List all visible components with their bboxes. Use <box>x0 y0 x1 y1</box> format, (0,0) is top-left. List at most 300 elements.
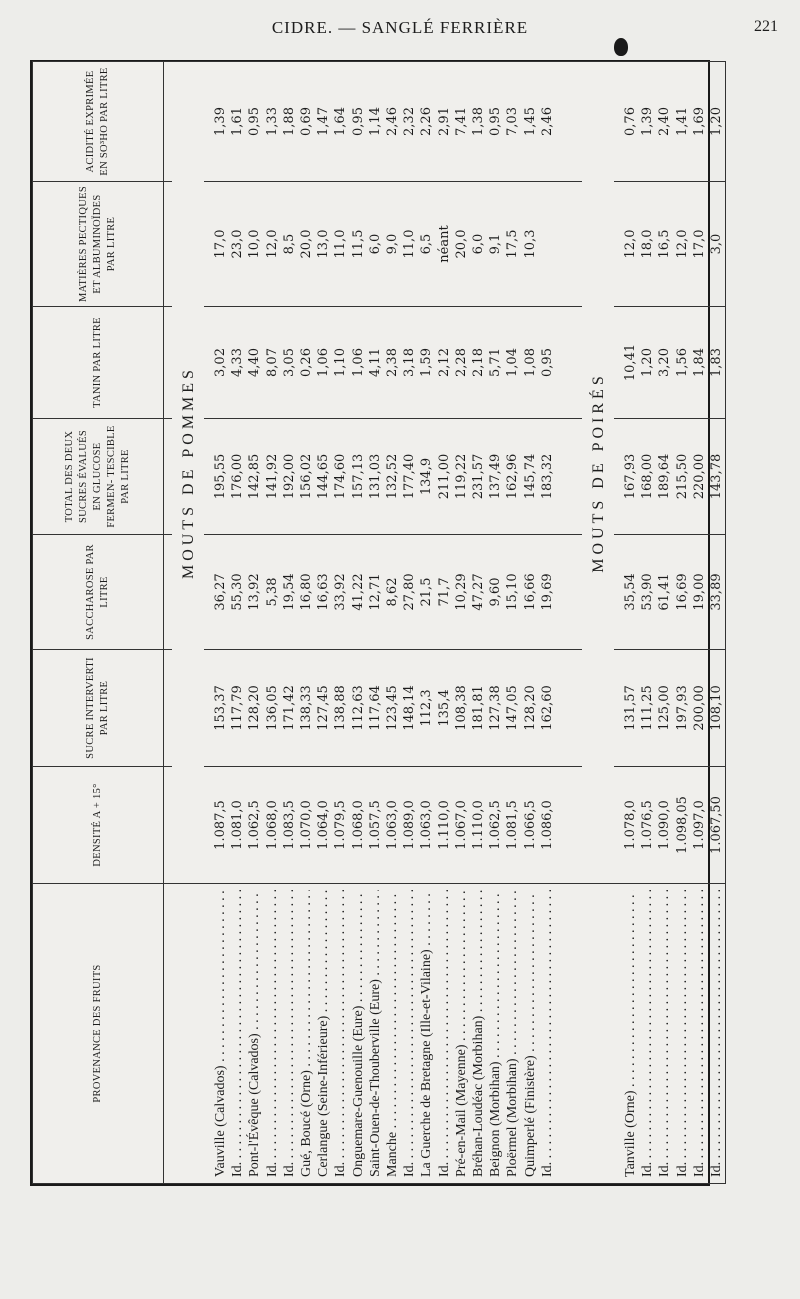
value-cell: 144,65 <box>315 419 332 535</box>
spacer-cell <box>614 650 622 767</box>
provenance-text: Id. <box>402 1161 418 1177</box>
value-cell: 111,25 <box>639 650 656 767</box>
table-row <box>367 62 384 1184</box>
value-cell: 108,38 <box>453 650 470 767</box>
value-cell: 9,1 <box>487 182 504 307</box>
value-cell: 125,00 <box>656 650 673 767</box>
spacer-cell <box>725 535 726 650</box>
value-cell: 10,29 <box>453 535 470 650</box>
spacer-cell <box>204 307 212 419</box>
table-row <box>487 62 504 1184</box>
value-cell: 10,0 <box>246 182 263 307</box>
value-cell: 0,76 <box>622 62 639 182</box>
table-row <box>504 62 521 1184</box>
value-cell: 134,9 <box>418 419 435 535</box>
value-cell: 162,60 <box>539 650 556 767</box>
provenance-cell <box>622 884 639 1184</box>
value-cell: 1.067,0 <box>453 767 470 884</box>
value-cell: 123,45 <box>384 650 401 767</box>
value-cell: 153,37 <box>212 650 229 767</box>
table-row <box>708 62 725 1184</box>
spacer-cell <box>614 182 622 307</box>
value-cell: 132,52 <box>384 419 401 535</box>
provenance-label <box>656 890 673 1177</box>
value-cell: 0,95 <box>350 62 367 182</box>
value-cell: 1,20 <box>639 307 656 419</box>
value-cell: 2,32 <box>401 62 418 182</box>
value-cell: 20,0 <box>453 182 470 307</box>
provenance-cell <box>674 884 691 1184</box>
provenance-label <box>504 890 521 1177</box>
value-cell: 21,5 <box>418 535 435 650</box>
value-cell: 1.068,0 <box>350 767 367 884</box>
value-cell: 1.066,5 <box>522 767 539 884</box>
value-cell: 1,06 <box>350 307 367 419</box>
spacer-cell <box>204 767 212 884</box>
value-cell: 1.081,0 <box>229 767 246 884</box>
spacer-cell <box>614 419 622 535</box>
table-row <box>418 62 435 1184</box>
value-cell: 16,69 <box>674 535 691 650</box>
value-cell: 131,03 <box>367 419 384 535</box>
value-cell: 2,91 <box>436 62 453 182</box>
value-cell: 2,38 <box>384 307 401 419</box>
col-header-provenance: PROVENANCE DES FRUITS <box>33 884 164 1184</box>
value-cell: 3,0 <box>708 182 725 307</box>
spacer-cell <box>556 419 582 535</box>
provenance-text: Id. <box>640 1161 656 1177</box>
table-body <box>164 62 726 1184</box>
value-cell: 135,4 <box>436 650 453 767</box>
value-cell: 16,80 <box>298 535 315 650</box>
value-cell: 1,47 <box>315 62 332 182</box>
table-row <box>622 62 639 1184</box>
provenance-text: Id. <box>657 1161 673 1177</box>
table-row <box>264 62 281 1184</box>
value-cell: 47,27 <box>470 535 487 650</box>
value-cell: 127,38 <box>487 650 504 767</box>
value-cell: 128,20 <box>246 650 263 767</box>
value-cell: 1.057,5 <box>367 767 384 884</box>
provenance-label <box>639 890 656 1177</box>
provenance-label <box>674 890 691 1177</box>
spacer-cell <box>556 767 582 884</box>
value-cell: 176,00 <box>229 419 246 535</box>
value-cell: 200,00 <box>691 650 708 767</box>
provenance-text: Quimperlé (Finistère) <box>522 1055 538 1177</box>
data-table-frame <box>30 60 725 1186</box>
value-cell: 20,0 <box>298 182 315 307</box>
value-cell: 128,20 <box>522 650 539 767</box>
spacer-cell <box>614 535 622 650</box>
provenance-label <box>539 890 556 1177</box>
value-cell: 143,78 <box>708 419 725 535</box>
provenance-label <box>522 890 539 1177</box>
spacer-cell <box>725 419 726 535</box>
value-cell: 5,38 <box>264 535 281 650</box>
value-cell: 9,60 <box>487 535 504 650</box>
value-cell: 3,20 <box>656 307 673 419</box>
spacer-cell <box>164 62 173 182</box>
value-cell: 1,33 <box>264 62 281 182</box>
table-row <box>384 62 401 1184</box>
table-row <box>470 62 487 1184</box>
spacer-cell <box>725 307 726 419</box>
col-header-saccharose: SACCHAROSE PAR LITRE <box>33 535 164 650</box>
value-cell: 11,5 <box>350 182 367 307</box>
col-header-densite: DENSITÉ A + 15° <box>33 767 164 884</box>
value-cell: 41,22 <box>350 535 367 650</box>
col-header-tanin: TANIN PAR LITRE <box>33 307 164 419</box>
provenance-text: Id. <box>539 1161 555 1177</box>
value-cell: 0,95 <box>539 307 556 419</box>
provenance-label <box>453 890 470 1177</box>
page-number: 221 <box>754 18 778 35</box>
value-cell: 1.110,0 <box>436 767 453 884</box>
value-cell: 136,05 <box>264 650 281 767</box>
value-cell: 1.086,0 <box>539 767 556 884</box>
value-cell: 5,71 <box>487 307 504 419</box>
spacer-row <box>556 62 582 1184</box>
value-cell: 141,92 <box>264 419 281 535</box>
table-row <box>315 62 332 1184</box>
value-cell: 17,0 <box>212 182 229 307</box>
value-cell: 27,80 <box>401 535 418 650</box>
provenance-label <box>246 890 263 1177</box>
spacer-cell <box>614 307 622 419</box>
value-cell: 1.067,50 <box>708 767 725 884</box>
table-row <box>229 62 246 1184</box>
value-cell: 1,45 <box>522 62 539 182</box>
provenance-label <box>691 890 708 1177</box>
value-cell: 11,0 <box>332 182 349 307</box>
provenance-text: Pont-l'Évêque (Calvados) <box>247 1033 263 1177</box>
value-cell: 19,54 <box>281 535 298 650</box>
value-cell: 177,40 <box>401 419 418 535</box>
provenance-cell <box>332 884 349 1184</box>
provenance-cell <box>522 884 539 1184</box>
provenance-text: La Guerche de Bretagne (Ille-et-Vilaine) <box>419 949 435 1177</box>
value-cell: 157,13 <box>350 419 367 535</box>
value-cell: 147,05 <box>504 650 521 767</box>
value-cell: 1,88 <box>281 62 298 182</box>
provenance-cell <box>315 884 332 1184</box>
value-cell: 8,5 <box>281 182 298 307</box>
value-cell: 53,90 <box>639 535 656 650</box>
provenance-label <box>401 890 418 1177</box>
value-cell: 9,0 <box>384 182 401 307</box>
table-row <box>691 62 708 1184</box>
table-row <box>246 62 263 1184</box>
value-cell: 138,88 <box>332 650 349 767</box>
value-cell <box>539 182 556 307</box>
value-cell: 1.062,5 <box>246 767 263 884</box>
provenance-label <box>264 890 281 1177</box>
value-cell: 2,28 <box>453 307 470 419</box>
value-cell: 1.087,5 <box>212 767 229 884</box>
value-cell: 1,64 <box>332 62 349 182</box>
value-cell: 1,39 <box>212 62 229 182</box>
table-row <box>436 62 453 1184</box>
table-row <box>332 62 349 1184</box>
value-cell: 16,63 <box>315 535 332 650</box>
running-header-title: CIDRE. — SANGLÉ FERRIÈRE <box>271 18 529 37</box>
section-title-spacer <box>172 884 204 1184</box>
value-cell: 1.081,5 <box>504 767 521 884</box>
provenance-cell <box>350 884 367 1184</box>
spacer-cell <box>164 767 173 884</box>
spacer-row <box>204 62 212 1184</box>
value-cell: 1,84 <box>691 307 708 419</box>
value-cell: 1,41 <box>674 62 691 182</box>
col-header-total-sucres: TOTAL DES DEUX SUCRES ÉVALUÉS EN GLUCOSE FERMEN- TESCIBLE PAR LITRE <box>33 419 164 535</box>
closing-row <box>725 62 726 1184</box>
value-cell: 1.078,0 <box>622 767 639 884</box>
provenance-text: Manche <box>385 1131 401 1177</box>
spacer-cell <box>556 62 582 182</box>
value-cell: 1.097,0 <box>691 767 708 884</box>
value-cell: 1.063,0 <box>384 767 401 884</box>
value-cell: 1,56 <box>674 307 691 419</box>
value-cell: 15,10 <box>504 535 521 650</box>
value-cell: 23,0 <box>229 182 246 307</box>
value-cell: 1.076,5 <box>639 767 656 884</box>
provenance-cell <box>539 884 556 1184</box>
provenance-text: Id. <box>691 1161 707 1177</box>
value-cell: 10,41 <box>622 307 639 419</box>
value-cell: 2,12 <box>436 307 453 419</box>
value-cell: 215,50 <box>674 419 691 535</box>
value-cell: 1,69 <box>691 62 708 182</box>
spacer-cell <box>725 182 726 307</box>
provenance-cell <box>229 884 246 1184</box>
value-cell: 167,93 <box>622 419 639 535</box>
value-cell: 168,00 <box>639 419 656 535</box>
provenance-label <box>384 890 401 1177</box>
value-cell: 55,30 <box>229 535 246 650</box>
value-cell: 11,0 <box>401 182 418 307</box>
value-cell: 1.110,0 <box>470 767 487 884</box>
value-cell: 192,00 <box>281 419 298 535</box>
provenance-cell <box>212 884 229 1184</box>
spacer-cell <box>204 535 212 650</box>
table-row <box>212 62 229 1184</box>
value-cell: 112,63 <box>350 650 367 767</box>
value-cell: 13,0 <box>315 182 332 307</box>
provenance-label <box>315 890 332 1177</box>
value-cell: 1,08 <box>522 307 539 419</box>
value-cell: 156,02 <box>298 419 315 535</box>
section-title: MOUTS DE POMMES <box>172 62 204 884</box>
value-cell: 71,7 <box>436 535 453 650</box>
value-cell: 231,57 <box>470 419 487 535</box>
value-cell: 3,05 <box>281 307 298 419</box>
table-row <box>674 62 691 1184</box>
table-row <box>281 62 298 1184</box>
provenance-cell <box>246 884 263 1184</box>
spacer-cell <box>164 419 173 535</box>
provenance-text: Bréhan-Loudéac (Morbihan) <box>471 1015 487 1177</box>
value-cell: 35,54 <box>622 535 639 650</box>
provenance-cell <box>401 884 418 1184</box>
value-cell: 162,96 <box>504 419 521 535</box>
value-cell: 181,81 <box>470 650 487 767</box>
value-cell: 117,64 <box>367 650 384 767</box>
value-cell: 137,49 <box>487 419 504 535</box>
spacer-cell <box>614 884 622 1184</box>
provenance-label <box>229 890 246 1177</box>
value-cell: 183,32 <box>539 419 556 535</box>
value-cell: 1,39 <box>639 62 656 182</box>
value-cell: 1,04 <box>504 307 521 419</box>
value-cell: 16,66 <box>522 535 539 650</box>
spacer-cell <box>556 650 582 767</box>
value-cell: 10,3 <box>522 182 539 307</box>
provenance-cell <box>281 884 298 1184</box>
provenance-cell <box>384 884 401 1184</box>
provenance-cell <box>264 884 281 1184</box>
value-cell: 112,3 <box>418 650 435 767</box>
table-row <box>639 62 656 1184</box>
value-cell: 12,71 <box>367 535 384 650</box>
value-cell: 3,02 <box>212 307 229 419</box>
value-cell: 195,55 <box>212 419 229 535</box>
value-cell: 12,0 <box>264 182 281 307</box>
value-cell: 211,00 <box>436 419 453 535</box>
provenance-cell <box>367 884 384 1184</box>
col-header-sucre-interverti: SUCRE INTERVERTI PAR LITRE <box>33 650 164 767</box>
provenance-cell <box>453 884 470 1184</box>
value-cell: 1,83 <box>708 307 725 419</box>
value-cell: 0,26 <box>298 307 315 419</box>
provenance-label <box>332 890 349 1177</box>
value-cell: 174,60 <box>332 419 349 535</box>
provenance-text: Id. <box>264 1161 280 1177</box>
provenance-text: Saint-Ouen-de-Thouberville (Eure) <box>367 979 383 1177</box>
spacer-cell <box>164 182 173 307</box>
value-cell: 1,59 <box>418 307 435 419</box>
table-row <box>298 62 315 1184</box>
col-header-matieres-pectiques: MATIÈRES PECTIQUES ET ALBUMINOÏDES PAR LITRE <box>33 182 164 307</box>
value-cell: 1,14 <box>367 62 384 182</box>
provenance-text: Id. <box>333 1161 349 1177</box>
value-cell: 1.098,05 <box>674 767 691 884</box>
value-cell: 1,06 <box>315 307 332 419</box>
spacer-cell <box>204 650 212 767</box>
value-cell: néant <box>436 182 453 307</box>
value-cell: 1.089,0 <box>401 767 418 884</box>
spacer-cell <box>164 535 173 650</box>
spacer-cell <box>556 182 582 307</box>
value-cell: 148,14 <box>401 650 418 767</box>
value-cell: 1,20 <box>708 62 725 182</box>
value-cell: 171,42 <box>281 650 298 767</box>
value-cell: 145,74 <box>522 419 539 535</box>
provenance-label <box>298 890 315 1177</box>
value-cell: 0,95 <box>487 62 504 182</box>
spacer-row <box>164 62 173 1184</box>
provenance-text: Id. <box>436 1161 452 1177</box>
value-cell: 0,95 <box>246 62 263 182</box>
value-cell: 2,40 <box>656 62 673 182</box>
spacer-cell <box>204 62 212 182</box>
value-cell: 108,10 <box>708 650 725 767</box>
value-cell: 7,41 <box>453 62 470 182</box>
value-cell: 1,61 <box>229 62 246 182</box>
value-cell: 2,18 <box>470 307 487 419</box>
value-cell: 12,0 <box>674 182 691 307</box>
value-cell: 189,64 <box>656 419 673 535</box>
spacer-cell <box>556 884 582 1184</box>
provenance-label <box>708 890 725 1177</box>
value-cell: 1.079,5 <box>332 767 349 884</box>
value-cell: 36,27 <box>212 535 229 650</box>
spacer-cell <box>556 535 582 650</box>
spacer-cell <box>164 307 173 419</box>
value-cell: 117,79 <box>229 650 246 767</box>
value-cell: 19,69 <box>539 535 556 650</box>
rotated-table-wrapper <box>32 62 725 1184</box>
table-row <box>656 62 673 1184</box>
spacer-cell <box>556 307 582 419</box>
value-cell: 6,0 <box>367 182 384 307</box>
value-cell: 4,40 <box>246 307 263 419</box>
value-cell: 18,0 <box>639 182 656 307</box>
spacer-row <box>614 62 622 1184</box>
value-cell: 119,22 <box>453 419 470 535</box>
value-cell: 19,00 <box>691 535 708 650</box>
value-cell: 197,93 <box>674 650 691 767</box>
value-cell: 8,62 <box>384 535 401 650</box>
provenance-text: Vauville (Calvados) <box>213 1065 228 1177</box>
value-cell: 13,92 <box>246 535 263 650</box>
spacer-cell <box>614 62 622 182</box>
value-cell: 4,33 <box>229 307 246 419</box>
value-cell: 1.083,5 <box>281 767 298 884</box>
table-row <box>453 62 470 1184</box>
value-cell: 2,46 <box>384 62 401 182</box>
provenance-text: Ploërmel (Morbihan) <box>505 1058 521 1177</box>
value-cell: 2,46 <box>539 62 556 182</box>
provenance-label <box>350 890 367 1177</box>
value-cell: 1.068,0 <box>264 767 281 884</box>
value-cell: 0,69 <box>298 62 315 182</box>
spacer-cell <box>204 884 212 1184</box>
provenance-cell <box>708 884 725 1184</box>
table-row <box>539 62 556 1184</box>
provenance-label <box>470 890 487 1177</box>
header-row <box>33 62 164 1184</box>
provenance-text: Cerlangue (Seine-Inférieure) <box>316 1015 332 1177</box>
value-cell: 2,26 <box>418 62 435 182</box>
provenance-text: Id. <box>281 1161 297 1177</box>
spacer-cell <box>725 767 726 884</box>
value-cell: 61,41 <box>656 535 673 650</box>
provenance-label <box>436 890 453 1177</box>
col-header-acidite: ACIDITÉ EXPRIMÉE EN SO³HO PAR LITRE <box>33 62 164 182</box>
provenance-cell <box>639 884 656 1184</box>
value-cell: 1.063,0 <box>418 767 435 884</box>
provenance-text: Beignon (Morbihan) <box>488 1061 504 1177</box>
value-cell: 1.064,0 <box>315 767 332 884</box>
value-cell: 17,5 <box>504 182 521 307</box>
provenance-cell <box>436 884 453 1184</box>
value-cell: 131,57 <box>622 650 639 767</box>
ink-blot <box>614 38 628 56</box>
provenance-text: Gué, Boucé (Orne) <box>299 1070 315 1177</box>
value-cell: 6,5 <box>418 182 435 307</box>
value-cell: 33,92 <box>332 535 349 650</box>
